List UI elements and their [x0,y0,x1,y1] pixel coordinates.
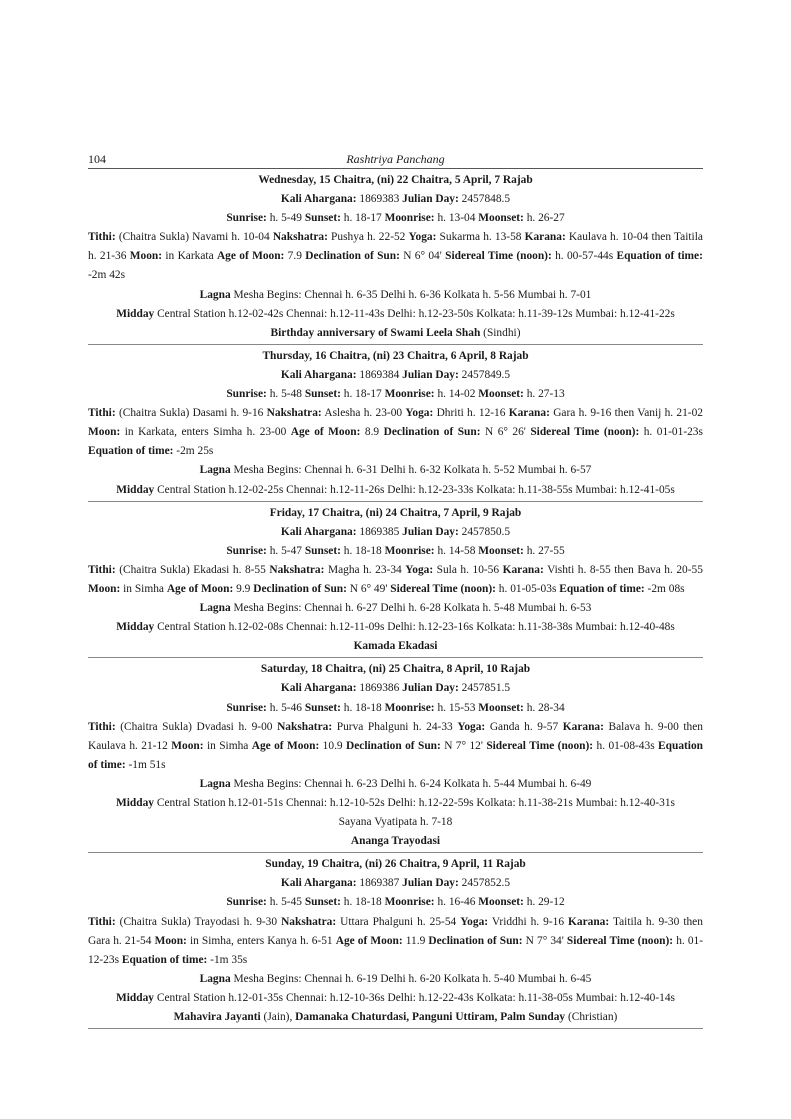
kali-ahargana-label: Kali Ahargana: [280,368,357,381]
sunset-label: Sunset: [304,544,341,557]
karana-value: Kaulava h. 10-04 then Taitila h. 21-36 [88,231,703,263]
yoga-value: Vriddhi h. 9-16 [491,915,565,928]
festival-name: Kamada Ekadasi [353,640,438,653]
lagna-value: Mesha Begins: Chennai h. 6-31 Delhi h. 6-32 Kolkata h. 5-52 Mumbai h. 6-57 [233,464,592,477]
page-header [88,151,703,169]
tithi-label: Tithi: [88,720,116,733]
sunset-label: Sunset: [304,388,341,401]
lagna-label: Lagna [199,288,231,301]
yoga-label: Yoga: [460,915,489,928]
nakshatra-label: Nakshatra: [277,720,333,733]
midday-label: Midday [116,991,154,1004]
lagna-label: Lagna [199,602,231,615]
yoga-label: Yoga: [408,231,437,244]
lagna-line [88,461,703,480]
declination-of-sun-label: Declination of Sun: [305,250,400,263]
day-heading: Friday, 17 Chaitra, (ni) 24 Chaitra, 7 April, 9 Rajab [269,506,522,519]
day-entry [88,853,703,1029]
moon-value: in Karkata, enters Simha h. 23-00 [124,426,287,439]
equation-of-time-value: -2m 42s [88,269,126,282]
kali-ahargana-label: Kali Ahargana: [280,525,357,538]
midday-value: Central Station h.12-02-08s Chennai: h.12-11-09s Delhi: h.12-23-16s Kolkata: h.11-38-38s Mumbai: h.12-40-48s [157,621,675,634]
age-of-moon-value: 9.9 [236,582,251,595]
moonrise-value: h. 14-02 [437,388,476,401]
midday-label: Midday [116,797,154,809]
kali-ahargana-value: 1869385 [359,525,400,538]
sunset-label: Sunset: [304,701,341,714]
lagna-value: Mesha Begins: Chennai h. 6-27 Delhi h. 6-28 Kolkata h. 5-48 Mumbai h. 6-53 [233,602,592,615]
tithi-paragraph [88,404,703,461]
sunrise-value: h. 5-45 [269,896,302,909]
age-of-moon-label: Age of Moon: [290,426,361,439]
julian-day-label: Julian Day: [402,877,459,890]
festival-name: Ananga Trayodasi [350,835,441,848]
kali-ahargana-value: 1869387 [359,877,400,890]
lagna-line [88,970,703,989]
tithi-label: Tithi: [88,563,116,576]
sunrise-label: Sunrise: [226,544,267,557]
lagna-line [88,286,703,305]
festival-line [88,1008,703,1027]
moon-label: Moon: [88,582,121,595]
nakshatra-label: Nakshatra: [269,563,325,576]
sidereal-time-value: h. 01-01-23s [643,426,703,439]
midday-value: Central Station h.12-01-35s Chennai: h.12-10-36s Delhi: h.12-22-43s Kolkata: h.11-38-05s Mumbai: h.12-40-14s [156,991,675,1004]
declination-of-sun-label: Declination of Sun: [253,582,347,595]
sidereal-time-label: Sidereal Time (noon): [530,426,640,439]
day-list [88,169,703,1029]
sunset-value: h. 18-18 [343,701,382,714]
rise-set-line [88,209,703,228]
nakshatra-label: Nakshatra: [281,915,337,928]
moonset-value: h. 29-12 [526,896,565,909]
tithi-value: (Chaitra Sukla) Navami h. 10-04 [118,231,270,244]
yoga-label: Yoga: [405,563,434,576]
festival-line [88,637,703,656]
sunrise-value: h. 5-48 [269,388,302,401]
equation-of-time-label: Equation of time: [616,250,703,263]
equation-of-time-label: Equation of time: [88,739,703,771]
declination-value: N 7° 34' [525,934,564,947]
panchang-page [88,151,703,1029]
day-heading: Thursday, 16 Chaitra, (ni) 23 Chaitra, 6 April, 8 Rajab [262,349,529,362]
yoga-value: Sula h. 10-56 [436,563,500,576]
nakshatra-value: Aslesha h. 23-00 [324,407,403,420]
rise-set-line [88,542,703,561]
sunrise-value: h. 5-49 [269,212,302,225]
festival-line [88,324,703,343]
note-line: Sayana Vyatipata h. 7-18 [338,816,453,829]
ahargana-line [88,366,703,385]
sunrise-label: Sunrise: [226,212,267,225]
sunset-value: h. 18-18 [343,544,382,557]
lagna-value: Mesha Begins: Chennai h. 6-35 Delhi h. 6-36 Kolkata h. 5-56 Mumbai h. 7-01 [233,288,592,301]
festival-name: Damanaka Chaturdasi, Panguni Uttiram, Palm Sunday [295,1011,566,1024]
midday-value: Central Station h.12-01-51s Chennai: h.12-10-52s Delhi: h.12-22-59s Kolkata: h.11-38-21s Mumbai: h.12-40-31s [156,797,675,809]
kali-ahargana-label: Kali Ahargana: [280,193,357,206]
declination-of-sun-label: Declination of Sun: [428,934,523,947]
moonset-label: Moonset: [478,544,524,557]
karana-label: Karana: [524,231,566,244]
festival-community: (Christian) [565,1011,618,1024]
lagna-label: Lagna [199,972,231,985]
sunrise-label: Sunrise: [226,701,267,714]
day-heading: Wednesday, 15 Chaitra, (ni) 22 Chaitra, 5 April, 7 Rajab [258,174,533,186]
rise-set-line [88,385,703,404]
midday-line [88,794,703,813]
festival-community: (Jain), [260,1011,296,1024]
julian-day-label: Julian Day: [402,682,459,695]
declination-of-sun-label: Declination of Sun: [346,739,441,752]
nakshatra-value: Uttara Phalguni h. 25-54 [340,915,457,928]
moonrise-label: Moonrise: [384,896,435,909]
day-heading: Saturday, 18 Chaitra, (ni) 25 Chaitra, 8 April, 10 Rajab [260,663,531,676]
moonrise-label: Moonrise: [384,544,435,557]
sunset-label: Sunset: [304,896,341,909]
moonset-value: h. 27-13 [526,388,565,401]
midday-value: Central Station h.12-02-25s Chennai: h.12-11-26s Delhi: h.12-23-33s Kolkata: h.11-38-55s Mumbai: h.12-41-05s [157,483,675,496]
midday-label: Midday [116,621,155,634]
kali-ahargana-label: Kali Ahargana: [280,877,357,890]
declination-value: N 7° 12' [444,739,483,752]
age-of-moon-label: Age of Moon: [251,739,320,752]
moonset-label: Moonset: [478,212,524,225]
moonrise-label: Moonrise: [384,701,435,714]
moonset-label: Moonset: [478,896,524,909]
julian-day-label: Julian Day: [402,525,459,538]
moon-label: Moon: [129,250,163,263]
age-of-moon-value: 7.9 [287,250,302,263]
moonset-label: Moonset: [478,388,524,401]
midday-label: Midday [116,483,155,496]
karana-value: Taitila h. 9-30 then Gara h. 21-54 [88,915,703,947]
ahargana-line [88,679,703,698]
julian-day-value: 2457849.5 [461,368,511,381]
nakshatra-value: Pushya h. 22-52 [331,231,406,244]
moonrise-value: h. 14-58 [437,544,476,557]
julian-day-value: 2457850.5 [461,525,511,538]
equation-of-time-value: -1m 35s [210,953,248,966]
karana-value: Gara h. 9-16 then Vanij h. 21-02 [553,407,703,420]
moon-label: Moon: [171,739,204,752]
tithi-paragraph [88,228,703,285]
ahargana-line [88,874,703,893]
moon-value: in Simha, enters Kanya h. 6-51 [189,934,333,947]
julian-day-label: Julian Day: [402,193,459,206]
moon-value: in Simha [123,582,164,595]
lagna-label: Lagna [199,464,231,477]
declination-value: N 6° 04' [403,250,442,263]
running-title: Rashtriya Panchang [346,152,445,166]
age-of-moon-label: Age of Moon: [166,582,234,595]
nakshatra-label: Nakshatra: [266,407,322,420]
equation-of-time-label: Equation of time: [559,582,645,595]
moonrise-value: h. 16-46 [437,896,476,909]
lagna-value: Mesha Begins: Chennai h. 6-19 Delhi h. 6-20 Kolkata h. 5-40 Mumbai h. 6-45 [233,972,592,985]
moonset-value: h. 26-27 [526,212,565,225]
age-of-moon-value: 11.9 [405,934,426,947]
tithi-value: (Chaitra Sukla) Dvadasi h. 9-00 [120,720,273,733]
rise-set-line [88,893,703,912]
midday-line [88,481,703,500]
sidereal-time-label: Sidereal Time (noon): [566,934,674,947]
equation-of-time-value: -2m 08s [647,582,685,595]
sidereal-time-label: Sidereal Time (noon): [486,739,594,752]
sunrise-label: Sunrise: [226,388,267,401]
lagna-label: Lagna [199,777,231,790]
moonset-value: h. 27-55 [526,544,565,557]
midday-value: Central Station h.12-02-42s Chennai: h.12-11-43s Delhi: h.12-23-50s Kolkata: h.11-39-12s Mumbai: h.12-41-22s [157,307,675,320]
kali-ahargana-value: 1869386 [359,682,400,695]
midday-line [88,618,703,637]
karana-value: Balava h. 9-00 then Kaulava h. 21-12 [88,720,703,752]
sunset-value: h. 18-17 [343,212,382,225]
moon-label: Moon: [154,934,187,947]
sunset-value: h. 18-17 [343,388,382,401]
yoga-label: Yoga: [405,407,434,420]
tithi-paragraph [88,913,703,970]
ahargana-line [88,190,703,209]
kali-ahargana-label: Kali Ahargana: [280,682,357,695]
tithi-value: (Chaitra Sukla) Ekadasi h. 8-55 [119,563,266,576]
day-entry [88,658,703,853]
yoga-label: Yoga: [457,720,486,733]
moon-value: in Simha [206,739,249,752]
tithi-value: (Chaitra Sukla) Trayodasi h. 9-30 [119,915,278,928]
moon-value: in Karkata [165,250,214,263]
moonrise-label: Moonrise: [384,212,435,225]
karana-label: Karana: [562,720,604,733]
julian-day-value: 2457852.5 [461,877,511,890]
julian-day-value: 2457851.5 [461,682,511,695]
sunrise-value: h. 5-46 [269,701,302,714]
lagna-line [88,599,703,618]
moonrise-value: h. 15-53 [437,701,476,714]
moonset-value: h. 28-34 [526,701,565,714]
sidereal-time-value: h. 00-57-44s [555,250,614,263]
midday-line [88,989,703,1008]
sunrise-value: h. 5-47 [269,544,302,557]
sidereal-time-value: h. 01-08-43s [596,739,655,752]
equation-of-time-value: -1m 51s [128,758,166,771]
nakshatra-value: Purva Phalguni h. 24-33 [336,720,453,733]
moonset-label: Moonset: [478,701,524,714]
yoga-value: Sukarma h. 13-58 [439,231,522,244]
day-heading: Sunday, 19 Chaitra, (ni) 26 Chaitra, 9 April, 11 Rajab [265,858,526,871]
karana-label: Karana: [568,915,610,928]
page-number: 104 [88,152,106,166]
sunset-value: h. 18-18 [343,896,382,909]
lagna-line [88,775,703,794]
equation-of-time-value: -2m 25s [176,445,214,458]
sidereal-time-value: h. 01-05-03s [498,582,557,595]
sunset-label: Sunset: [304,212,341,225]
age-of-moon-label: Age of Moon: [216,250,285,263]
tithi-label: Tithi: [88,915,116,928]
declination-value: N 6° 49' [349,582,388,595]
julian-day-label: Julian Day: [402,368,459,381]
tithi-paragraph [88,718,703,775]
tithi-paragraph [88,561,703,599]
tithi-label: Tithi: [88,407,116,420]
julian-day-value: 2457848.5 [461,193,511,206]
moonrise-value: h. 13-04 [437,212,476,225]
age-of-moon-label: Age of Moon: [335,934,403,947]
nakshatra-value: Magha h. 23-34 [327,563,402,576]
karana-value: Vishti h. 8-55 then Bava h. 20-55 [547,563,703,576]
sidereal-time-label: Sidereal Time (noon): [390,582,496,595]
ahargana-line [88,523,703,542]
festival-community: (Sindhi) [480,326,521,339]
day-entry [88,502,703,659]
rise-set-line [88,699,703,718]
festival-name: Mahavira Jayanti [173,1011,261,1024]
yoga-value: Dhriti h. 12-16 [436,407,506,420]
sidereal-time-value: h. 01-12-23s [88,934,704,966]
moon-label: Moon: [88,426,121,439]
age-of-moon-value: 10.9 [322,739,343,752]
lagna-value: Mesha Begins: Chennai h. 6-23 Delhi h. 6-24 Kolkata h. 5-44 Mumbai h. 6-49 [233,777,592,790]
tithi-value: (Chaitra Sukla) Dasami h. 9-16 [118,407,264,420]
yoga-value: Ganda h. 9-57 [489,720,559,733]
nakshatra-label: Nakshatra: [272,231,328,244]
age-of-moon-value: 8.9 [364,426,380,439]
midday-line [88,305,703,324]
karana-label: Karana: [508,407,550,420]
declination-value: N 6° 26' [485,426,526,439]
day-entry [88,345,703,502]
karana-label: Karana: [502,563,544,576]
equation-of-time-label: Equation of time: [121,953,208,966]
midday-label: Midday [116,307,155,320]
equation-of-time-label: Equation of time: [88,445,174,458]
sidereal-time-label: Sidereal Time (noon): [445,250,552,263]
festival-line [88,832,703,851]
declination-of-sun-label: Declination of Sun: [383,426,481,439]
day-entry [88,169,703,345]
kali-ahargana-value: 1869384 [359,368,400,381]
sunrise-label: Sunrise: [226,896,267,909]
kali-ahargana-value: 1869383 [359,193,400,206]
festival-name: Birthday anniversary of Swami Leela Shah [270,326,481,339]
tithi-label: Tithi: [88,231,116,244]
moonrise-label: Moonrise: [384,388,435,401]
